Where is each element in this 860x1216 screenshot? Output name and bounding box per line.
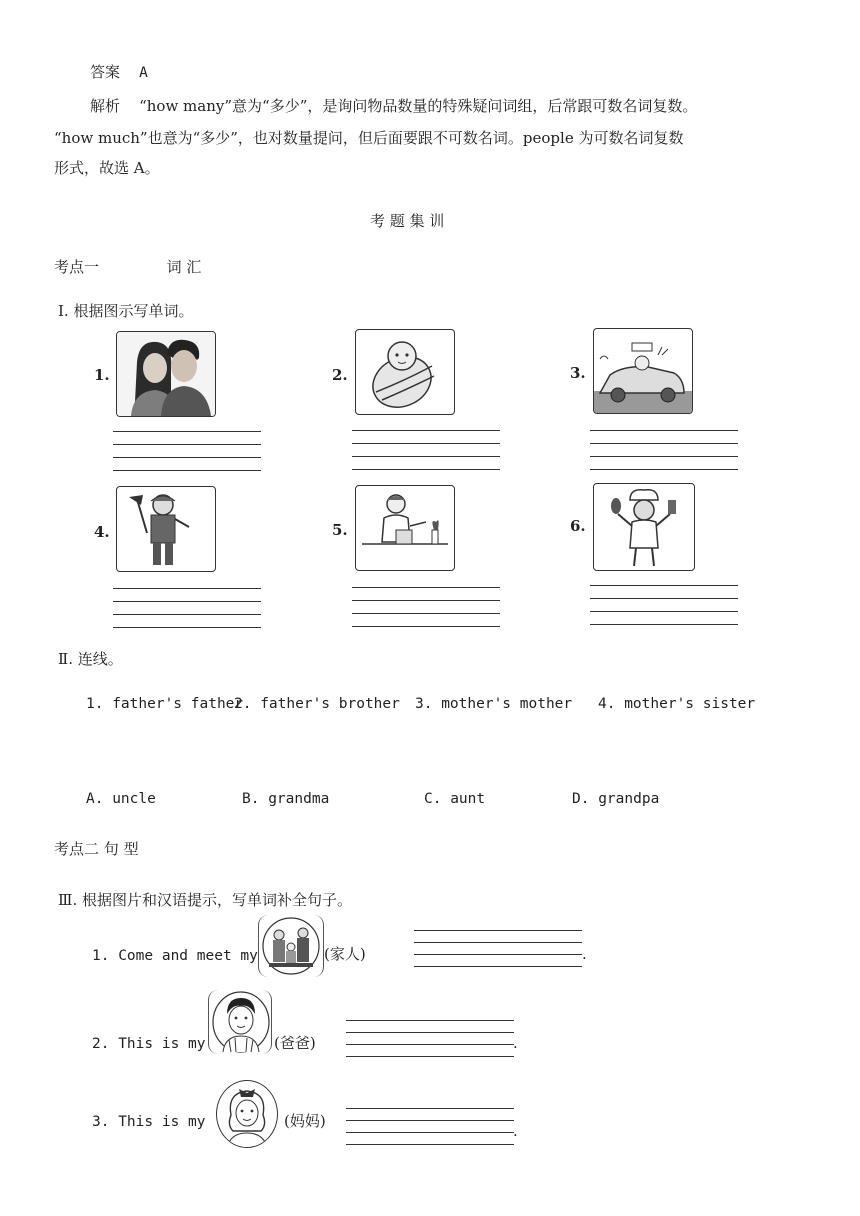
item-number-5: 5. [332,521,348,539]
farmer-picture [116,486,216,572]
period-1: . [582,945,587,963]
point2-heading [54,839,139,859]
match-left-1[interactable]: 1. father's father [86,696,244,712]
point2-label: 考点二 [54,840,100,858]
item-number-4: 4. [94,523,110,541]
match-right-c[interactable]: C. aunt [424,791,486,807]
answer-blank-2[interactable] [346,1056,514,1057]
period-2: . [513,1034,518,1052]
match-left-2[interactable]: 2. father's brother [234,696,400,712]
mother-portrait [216,1080,278,1148]
blank-line-1c [414,954,582,955]
period-3: . [513,1122,518,1140]
match-right-b[interactable]: B. grandma [242,791,330,807]
hint-family: (家人) [324,945,366,963]
blank-line-3a [346,1108,514,1109]
item-number-1: 1. [94,366,110,384]
father-portrait [208,990,272,1054]
analysis-text-1: “how many”意为“多少”，是询问物品数量的特殊疑问词组，后常跟可数名词复数。 [139,97,698,115]
analysis-text-3: 形式，故选 A。 [54,159,160,177]
match-right-a[interactable]: A. uncle [86,791,156,807]
answer-lines-5[interactable] [352,587,500,627]
blank-line-2c [346,1044,514,1045]
point1-label: 考点一 [54,258,100,276]
doctor-picture [355,485,455,571]
part2-title: Ⅱ. 连线。 [58,650,123,668]
point2-topic: 句 型 [103,840,139,858]
point1-heading [54,257,201,277]
answer-lines-4[interactable] [113,588,261,628]
answer-blank-3[interactable] [346,1144,514,1145]
section-title: 考 题 集 训 [370,212,445,230]
point1-topic: 词 汇 [166,258,202,276]
match-right-d[interactable]: D. grandpa [572,791,660,807]
blank-line-1b [414,942,582,943]
sentence-3-text: 3. This is my [92,1114,206,1130]
hint-father: (爸爸) [274,1034,316,1052]
baby-picture [355,329,455,415]
item-number-6: 6. [570,517,586,535]
part3-title: Ⅲ. 根据图片和汉语提示，写单词补全句子。 [58,891,353,909]
answer-lines-6[interactable] [590,585,738,625]
analysis-line-1 [90,96,697,116]
answer-blank-1[interactable] [414,966,582,967]
match-left-3[interactable]: 3. mother's mother [415,696,573,712]
answer-lines-2[interactable] [352,430,500,470]
match-left-4[interactable]: 4. mother's sister [598,696,756,712]
blank-line-2a [346,1020,514,1021]
taxi-driver-picture [593,328,693,414]
sentence-2-text: 2. This is my [92,1036,206,1052]
answer-lines-3[interactable] [590,430,738,470]
couple-picture [116,331,216,417]
cook-picture [593,483,695,571]
blank-line-3c [346,1132,514,1133]
sentence-1-text: 1. Come and meet my [92,948,258,964]
hint-mother: (妈妈) [284,1112,326,1130]
blank-line-2b [346,1032,514,1033]
blank-line-3b [346,1120,514,1121]
item-number-2: 2. [332,366,348,384]
item-number-3: 3. [570,364,586,382]
answer-line [90,62,148,83]
answer-lines-1[interactable] [113,431,261,471]
blank-line-1a [414,930,582,931]
family-picture [258,915,324,977]
analysis-label: 解析 [90,97,121,115]
analysis-text-2: “how much”也意为“多少”，也对数量提问，但后面要跟不可数名词。people 为可数名词复数 [54,129,684,147]
answer-value: A [139,65,148,81]
answer-label: 答案 [90,63,121,81]
part1-title: Ⅰ. 根据图示写单词。 [58,302,194,320]
